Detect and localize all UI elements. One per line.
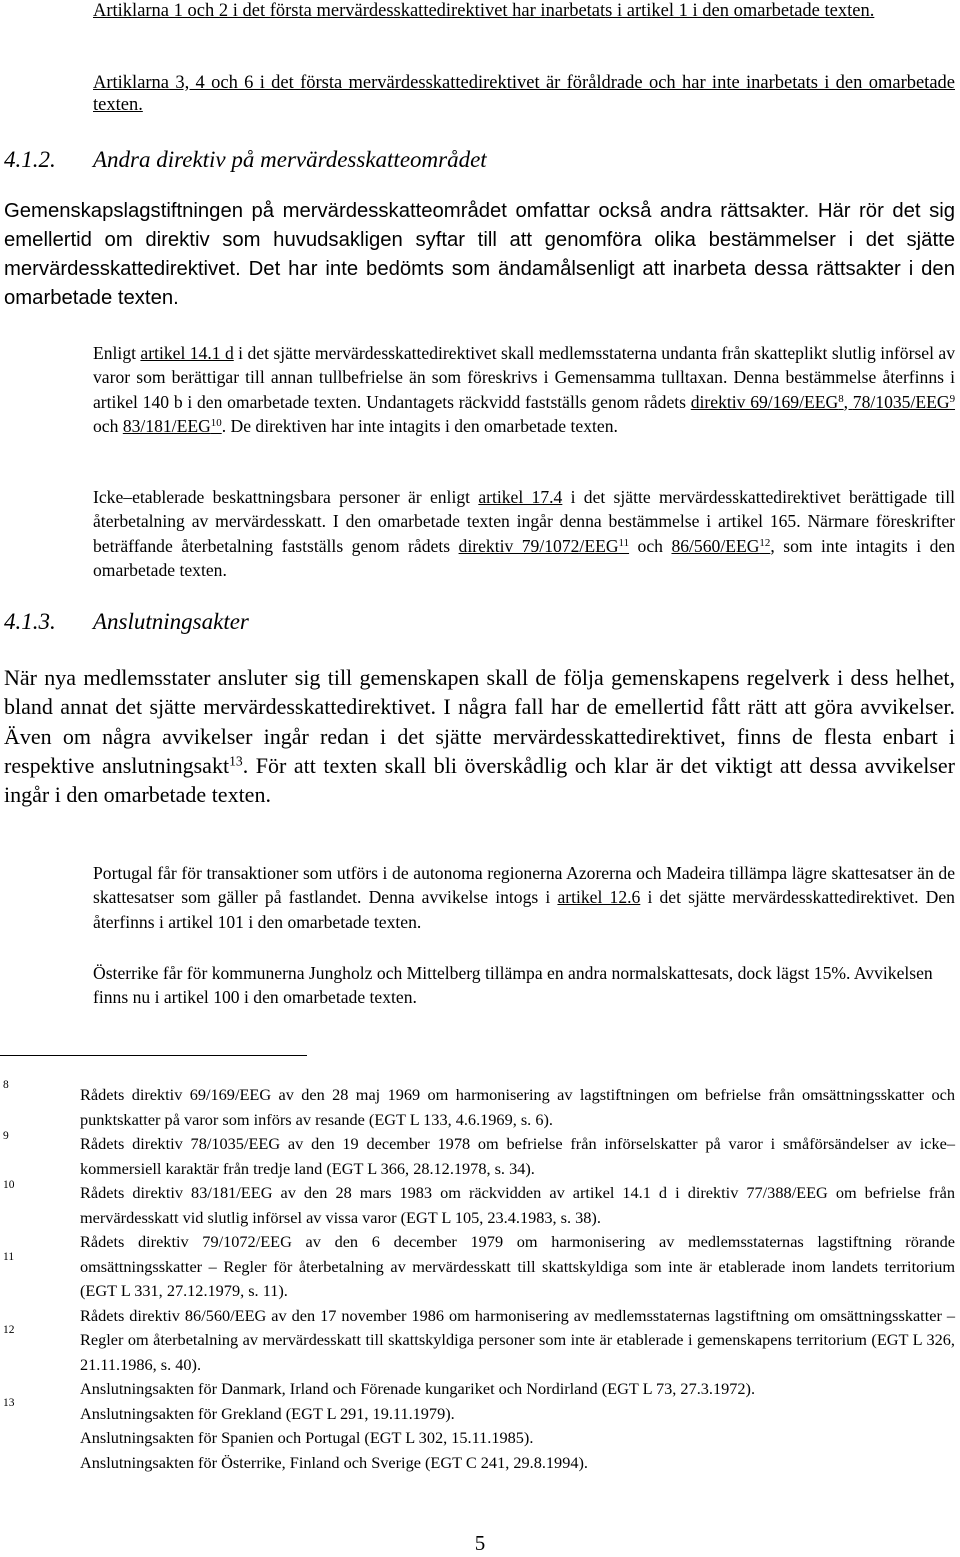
- footnote-text-13c: Anslutningsakten för Spanien och Portugal (EGT L 302, 15.11.1985).: [80, 1428, 534, 1447]
- directive-link[interactable]: [691, 392, 844, 412]
- intro-text-2: Artiklarna 3, 4 och 6 i det första mervärdesskattedirektivet är föråldrade och har inte inarbetats i den omarbetade texten.: [93, 73, 955, 115]
- footnote-text-13b: Anslutningsakten för Grekland (EGT L 291, 19.11.1979).: [80, 1403, 455, 1423]
- text-run: Enligt: [93, 343, 141, 363]
- directive-ref: 83/181/EEG: [122, 415, 211, 436]
- footnote-divider: [0, 1055, 307, 1056]
- footnote-text-11: Rådets direktiv 79/1072/EEG av den 6 december 1979 om harmonisering av medlemsstaternas lagstiftning rörande omsättningsskatter – Regler för återbetalning av mervärdesskatt till skattskyldiga som inte är etablerade inom landets territorium (EGT L 331, 27.12.1979, s. 11).: [80, 1232, 955, 1300]
- text-run: ,: [843, 391, 853, 412]
- footnote-text-9: Rådets direktiv 78/1035/EEG av den 19 december 1978 om befrielse från införselskatter på varor i småförsändelser av icke–kommersiell karaktär från tredje land (EGT L 366, 28.12.1978, s. 34).: [80, 1134, 955, 1178]
- text-run: , som inte intagits i den omarbetade texten.: [93, 535, 956, 580]
- section-body-4-1-3: [4, 663, 955, 809]
- section-title: Andra direktiv på mervärdesskatteområdet: [93, 147, 487, 172]
- text-run: Icke–etablerade beskattningsbara personer är enligt: [93, 487, 479, 507]
- indented-paragraph-portugal: [93, 861, 955, 934]
- page-number: 5: [474, 1531, 486, 1555]
- indented-paragraph-austria: Österrike får för kommunerna Jungholz och Mittelberg tillämpa en andra normalskattesats, dock lägst 15%. Avvikelsen finns nu i artikel 100 i den omarbetade texten.: [93, 963, 933, 1008]
- intro-paragraph-1: [93, 0, 955, 22]
- footnotes: [80, 1083, 955, 1475]
- text-run: och: [93, 415, 123, 436]
- section-body-4-1-2: Gemenskapslagstiftningen på mervärdesskatteområdet omfattar också andra rättsakter. Här rör det sig emellertid om direktiv som huvudsakligen syftar till att genomföra olika bestämmelser i det sjätte mervärdesskattedirektivet. Det har inte bedömts som ändamålsenligt att inarbeta dessa rättsakter i den omarbetade texten.: [4, 200, 955, 309]
- footnote-text-12: Rådets direktiv 86/560/EEG av den 17 november 1986 om harmonisering av medlemsstaternas lagstiftning om omsättningsskatter – Regler om återbetalning av mervärdesskatt till skattskyldiga personer som inte är etablerade i gemenskapens territorium (EGT L 326, 21.11.1986, s. 40).: [80, 1305, 955, 1374]
- section-heading-4-1-3: [4, 608, 249, 636]
- directive-ref: direktiv 69/169/EEG: [690, 391, 839, 412]
- text-run: i det sjätte mervärdesskattedirektivet berättigade till återbetalning av mervärdesskatt. I den omarbetade texten ingår denna bestämmelse i artikel 165. Närmare föreskrifter beträffande återbetalning fastställs genom rådets: [93, 487, 955, 556]
- directive-ref: 78/1035/EEG: [852, 391, 950, 412]
- footnote-text-8: Rådets direktiv 69/169/EEG av den 28 maj 1969 om harmonisering av lagstiftningen om befrielse från omsättningsskatter och punktskatter på varor som införs av resande (EGT L 133, 4.6.1969, s. 6).: [80, 1085, 955, 1129]
- text-run: . De direktiven har inte intagits i den omarbetade texten.: [221, 415, 618, 436]
- footnote-number: 12: [3, 1324, 15, 1336]
- indented-paragraph-customs-exemption: [93, 341, 955, 438]
- intro-paragraph-2: [93, 72, 955, 116]
- article-link[interactable]: artikel 14.1 d: [140, 343, 234, 363]
- footnote-ref: 10: [210, 416, 222, 429]
- footnote-ref: 9: [949, 392, 956, 405]
- section-number: 4.1.3.: [4, 609, 56, 634]
- text-run: . För att texten skall bli överskådlig och klar är det viktigt att dessa avvikelser ingår i den omarbetade texten.: [4, 752, 955, 808]
- directive-ref: 86/560/EEG: [671, 535, 760, 556]
- footnote-text-13d: Anslutningsakten för Österrike, Finland och Sverige (EGT C 241, 29.8.1994).: [80, 1452, 588, 1472]
- footnote-text-10: Rådets direktiv 83/181/EEG av den 28 mars 1983 om räckvidden av artikel 14.1 d i direktiv 77/388/EEG om befrielse från mervärdesskatt vid slutlig införsel av vissa varor (EGT L 105, 23.4.1983, s. 38).: [80, 1183, 955, 1227]
- directive-link[interactable]: [123, 416, 222, 436]
- footnote-number: 10: [3, 1179, 15, 1191]
- section-heading-4-1-2: [4, 146, 487, 174]
- text-run: i det sjätte mervärdesskattedirektivet. Den återfinns i artikel 101 i den omarbetade texten.: [93, 887, 955, 932]
- directive-link[interactable]: [671, 536, 770, 556]
- footnote-ref: 13: [229, 753, 243, 769]
- section-title: Anslutningsakter: [93, 609, 249, 634]
- directive-link[interactable]: [853, 392, 955, 412]
- footnote-ref: 8: [838, 392, 844, 405]
- text-run: När nya medlemsstater ansluter sig till gemenskapen skall de följa gemenskapens regelverk i dess helhet, bland annat det sjätte mervärdesskattedirektivet. I några fall har de emellertid fått rätt att göra avvikelser. Även om några avvikelser ingår redan i det sjätte mervärdesskattedirektivet, finns de flesta enbart i respektive anslutningsakt: [4, 665, 955, 778]
- directive-link[interactable]: [459, 536, 630, 556]
- article-link[interactable]: artikel 12.6: [557, 887, 641, 908]
- footnote-ref: 12: [759, 536, 771, 549]
- indented-paragraph-refund: [93, 485, 955, 582]
- footnote-number: 8: [3, 1079, 9, 1091]
- footnote-ref: 11: [618, 536, 630, 549]
- footnote-number: 9: [3, 1130, 9, 1142]
- footnote-text-13a: Anslutningsakten för Danmark, Irland och Förenade kungariket och Nordirland (EGT L 73, 27.3.1972).: [80, 1379, 756, 1398]
- footnote-number: 13: [3, 1397, 15, 1409]
- text-run: i det sjätte mervärdesskattedirektivet skall medlemsstaterna undanta från skatteplikt slutlig införsel av varor som berättigar till annan tullbefrielse än som föreskrivs i Gemensamma tulltaxan. Denna bestämmelse återfinns i artikel 140 b i den omarbetade texten. Undantagets räckvidd fastställs genom rådets: [93, 343, 955, 412]
- footnote-number: 11: [3, 1251, 15, 1263]
- article-link[interactable]: artikel 17.4: [478, 487, 563, 507]
- directive-ref: direktiv 79/1072/EEG: [458, 535, 619, 556]
- text-run: Portugal får för transaktioner som utförs i de autonoma regionerna Azorerna och Madeira tillämpa lägre skattesatser än de skattesatser som gäller på fastlandet. Denna avvikelse intogs i: [93, 863, 955, 908]
- text-run: och: [629, 535, 672, 556]
- intro-text-1: Artiklarna 1 och 2 i det första mervärdesskattedirektivet har inarbetats i artikel 1 i den omarbetade texten.: [93, 1, 875, 21]
- section-number: 4.1.2.: [4, 147, 56, 172]
